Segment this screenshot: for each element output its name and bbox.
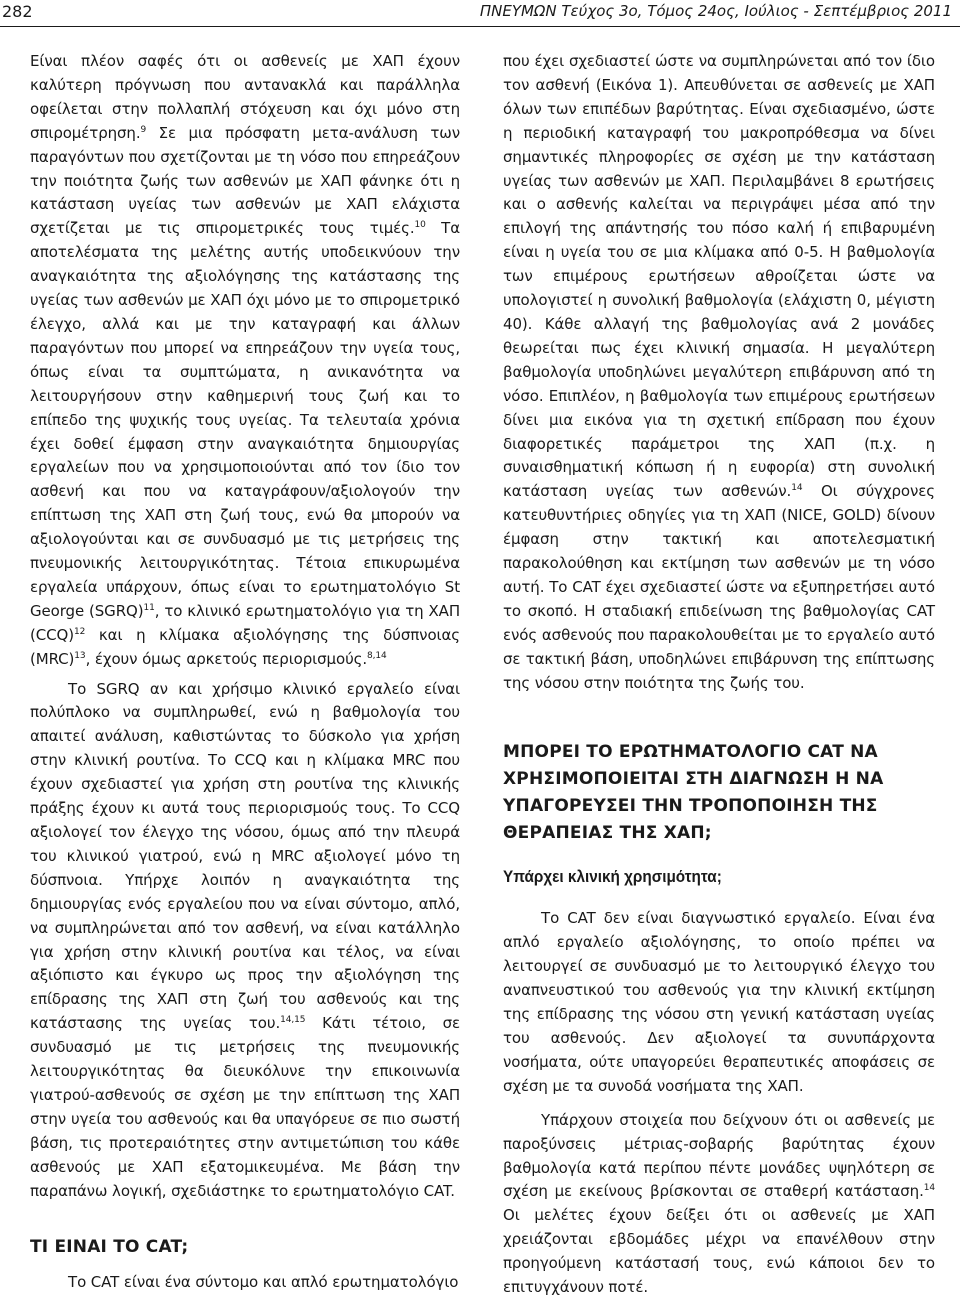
right-paragraph-2: Το CAT δεν είναι διαγνωστικό εργαλείο. Είναι ένα απλό εργαλείο αξιολόγησης, το οποίο πρέπει να λειτουργεί σε συνδυασμό με το λειτουργικό έλεγχο του αναπνευστικού του ασθενούς για την κλινική εκτίμηση της επίδρασης της νόσου στη γενική κατάσταση υγείας του ασθενούς. Δεν αξιολογεί τα συνυπάρχοντα νοσήματα, ούτε υπαγορεύει θεραπευτικές αποφάσεις σε σχέση με τα συνοδά νοσήματα της ΧΑΠ.: [503, 909, 935, 1095]
page-header: [0, 0, 960, 30]
section-heading-what-is-cat: ΤΙ ΕΙΝΑΙ ΤΟ CAT;: [30, 1236, 189, 1257]
citation: 14: [923, 1183, 935, 1194]
page-number: 282: [2, 2, 33, 21]
citation: 13: [74, 650, 86, 661]
citation: 14,15: [280, 1015, 306, 1026]
left-paragraph-1: Είναι πλέον σαφές ότι οι ασθενείς με ΧΑΠ έχουν καλύτερη πρόγνωση που αντανακλά και παράλληλα οφείλεται στην πολλαπλή στόχευση και όχι μόνο στη σπιρομέτρηση.$^9$ Σε μια πρόσφατη μετα-ανάλυση των παραγόντων που σχετίζονται με τη νόσο που επηρεάζουν την ποιότητα ζωής των ασθενών με ΧΑΠ φάνηκε ότι η κατάσταση υγείας των ασθενών με ΧΑΠ ελάχιστα σχετίζεται με τις σπιρομετρικές τους τιμές.$^{10}$ Τα αποτελέσματα της μελέτης αυτής υποδεικνύουν την αναγκαιότητα της αξιολόγησης της κατάστασης της υγείας των ασθενών με ΧΑΠ όχι μόνο με το σπιρομετρικό έλεγχο, αλλά και με την καταγραφή και άλλων παραγόντων που μπορεί να επηρεάζουν την υγεία τους, όπως είναι τα συμπτώματα, η ανικανότητα να λειτουργήσουν στην καθημερινή τους ζωή και το επίπεδο της ψυχικής τους υγείας. Τα τελευταία χρόνια έχει δοθεί έμφαση στην αναγκαιότητα δημιουργίας εργαλείων που να χρησιμοποιούνται από τον ίδιο τον ασθενή και που να καταγράφουν/αξιολογούν την επίπτωση της ΧΑΠ στη ζωή τους, ενώ θα μπορούν να αξιολογούνται και σε συνδυασμό με τις μετρήσεις της πνευμονικής λειτουργικότητας. Τέτοια επικυρωμένα εργαλεία υπάρχουν, όπως είναι το ερωτηματολόγιο St George (SGRQ)$^{11}$, το κλινικό ερωτηματολόγιο για τη ΧΑΠ (CCQ)$^{12}$ και η κλίμακα αξιολόγησης της δύσπνοιας (MRC)$^{13}$, έχουν όμως αρκετούς περιορισμούς.$^{8,14}$: [30, 52, 461, 668]
section-heading-diagnosis: ΜΠΟΡΕΙ ΤΟ ΕΡΩΤΗΜΑΤΟΛΟΓΙΟ CAT ΝΑ ΧΡΗΣΙΜΟΠΟΙΕΙΤΑΙ ΣΤΗ ΔΙΑΓΝΩΣΗ Η ΝΑ ΥΠΑΓΟΡΕΥΣΕΙ ΤΗΝ ΤΡΟΠΟΠΟΙΗΣΗ ΤΗΣ ΘΕΡΑΠΕΙΑΣ ΤΗΣ ΧΑΠ;: [503, 742, 884, 844]
citation: 11: [143, 602, 155, 613]
citation: 10: [414, 220, 426, 231]
right-paragraph-3: Υπάρχουν στοιχεία που δείχνουν ότι οι ασθενείς με παροξύνσεις μέτριας-σοβαρής βαρύτητας έχουν βαθμολογία κατά περίπου πέντε μονάδες υψηλότερη σε σχέση με εκείνους βρίσκονται σε σταθερή κατάσταση.$^{14}$ Οι μελέτες έχουν δείξει ότι οι ασθενείς με ΧΑΠ χρειάζονται εβδομάδες μέχρι να επανέλθουν στην προηγούμενη κατάστασή τους, ενώ κάποιοι δεν το επιτυγχάνουν ποτέ.: [503, 1110, 935, 1297]
running-title: ΠΝΕΥΜΩΝ Τεύχος 3ο, Τόμος 24ος, Ιούλιος - Σεπτέμβριος 2011: [479, 2, 952, 20]
citation: 8,14: [367, 650, 387, 661]
citation: 12: [73, 626, 86, 637]
citation: 9: [140, 124, 147, 135]
right-paragraph-1: που έχει σχεδιαστεί ώστε να συμπληρώνεται από τον ίδιο τον ασθενή (Εικόνα 1). Απευθύνεται σε ασθενείς με ΧΑΠ όλων των επιπέδων βαρύτητας. Είναι σχεδιασμένο, ώστε η περιοδική καταγραφή του μακροπρόθεσμα να δίνει σημαντικές πληροφορίες σε σχέση με την κατάσταση υγείας των ασθενών με ΧΑΠ. Περιλαμβάνει 8 ερωτήσεις και ο ασθενής καλείται να περιγράψει μέσα από την επιλογή της απάντησής του πόσο καλή ή επιβαρυμένη είναι η υγεία του σε μια κλίμακα από 0-5. Η βαθμολογία των επιμέρους ερωτήσεων αθροίζεται ώστε να υπολογιστεί η συνολική βαθμολογία (ελάχιστη 0, μέγιστη 40). Κάθε αλλαγή της βαθμολογίας ανά 2 μονάδες θεωρείται πως έχει κλινική σημασία. Η μεγαλύτερη βαθμολογία υποδηλώνει μεγαλύτερη επιβάρυνση από τη νόσο. Επιπλέον, η βαθμολογία των επιμέρους ερωτήσεων δίνει μια εικόνα για τη σχετική επίδραση που έχουν διαφορετικές παράμετροι της ΧΑΠ (π.χ. η συναισθηματική κόπωση ή η ευφορία) στη συνολική κατάσταση υγείας των ασθενών.$^{14}$ Οι σύγχρονες κατευθυντήριες οδηγίες για τη ΧΑΠ (NICE, GOLD) δίνουν έμφαση στην τακτική και αποτελεσματική παρακολούθηση και εκτίμηση των ασθενών με τη νόσο αυτή. Το CAT έχει σχεδιαστεί ώστε να εξυπηρετήσει αυτό το σκοπό. Η σταδιακή επιδείνωση της βαθμολογίας CAT ενός ασθενούς που παρακολουθείται με το εργαλείο αυτό σε τακτική βάση, υποδηλώνει επιβάρυνση της επίπτωσης της νόσου στην ποιότητα της ζωής του.: [503, 52, 935, 692]
citation: 14: [791, 483, 803, 494]
subheading-clinical-utility: Υπάρχει κλινική χρησιμότητα;: [503, 867, 722, 887]
left-paragraph-2: Το SGRQ αν και χρήσιμο κλινικό εργαλείο είναι πολύπλοκο να συμπληρωθεί, ενώ η βαθμολογία του απαιτεί ανάλυση, καθιστώντας το δύσκολο για χρήση στην κλινική ρουτίνα. Το CCQ και η κλίμακα MRC που έχουν σχεδιαστεί για χρήση στη ρουτίνα της κλινικής πράξης έχουν κι αυτά τους περιορισμούς τους. Το CCQ αξιολογεί τον έλεγχο της νόσου, όμως από την πλευρά του κλινικού γιατρού, ενώ η MRC αξιολογεί μόνο τη δύσπνοια. Υπήρχε λοιπόν η αναγκαιότητα της δημιουργίας ενός εργαλείου που να είναι σύντομο, απλό, να συμπληρώνεται από τον ασθενή, να είναι κατάλληλο για χρήση στην κλινική ρουτίνα και τέλος, να είναι αξιόπιστο και έγκυρο ως προς την αξιολόγηση της επίδρασης της ΧΑΠ στη ζωή του ασθενούς και της κατάστασης της υγείας του.$^{14,15}$ Κάτι τέτοιο, σε συνδυασμό με τις μετρήσεις της πνευμονικής λειτουργικότητας θα διευκόλυνε την επικοινωνία γιατρού-ασθενούς σε σχέση με την επίπτωση της ΧΑΠ στην υγεία του ασθενούς και θα υπαγόρευε σε πιο σωστή βάση, τις προτεραιότητες στην αντιμετώπιση του κάθε ασθενούς με ΧΑΠ εξατομικευμένα. Με βάση την παραπάνω λογική, σχεδιάστηκε το ερωτηματολόγιο CAT.: [30, 679, 460, 1200]
left-column: [30, 50, 460, 1294]
right-column: [503, 50, 935, 1300]
header-rule: [0, 26, 960, 27]
left-paragraph-3: Το CAT είναι ένα σύντομο και απλό ερωτηματολόγιο: [68, 1272, 459, 1291]
